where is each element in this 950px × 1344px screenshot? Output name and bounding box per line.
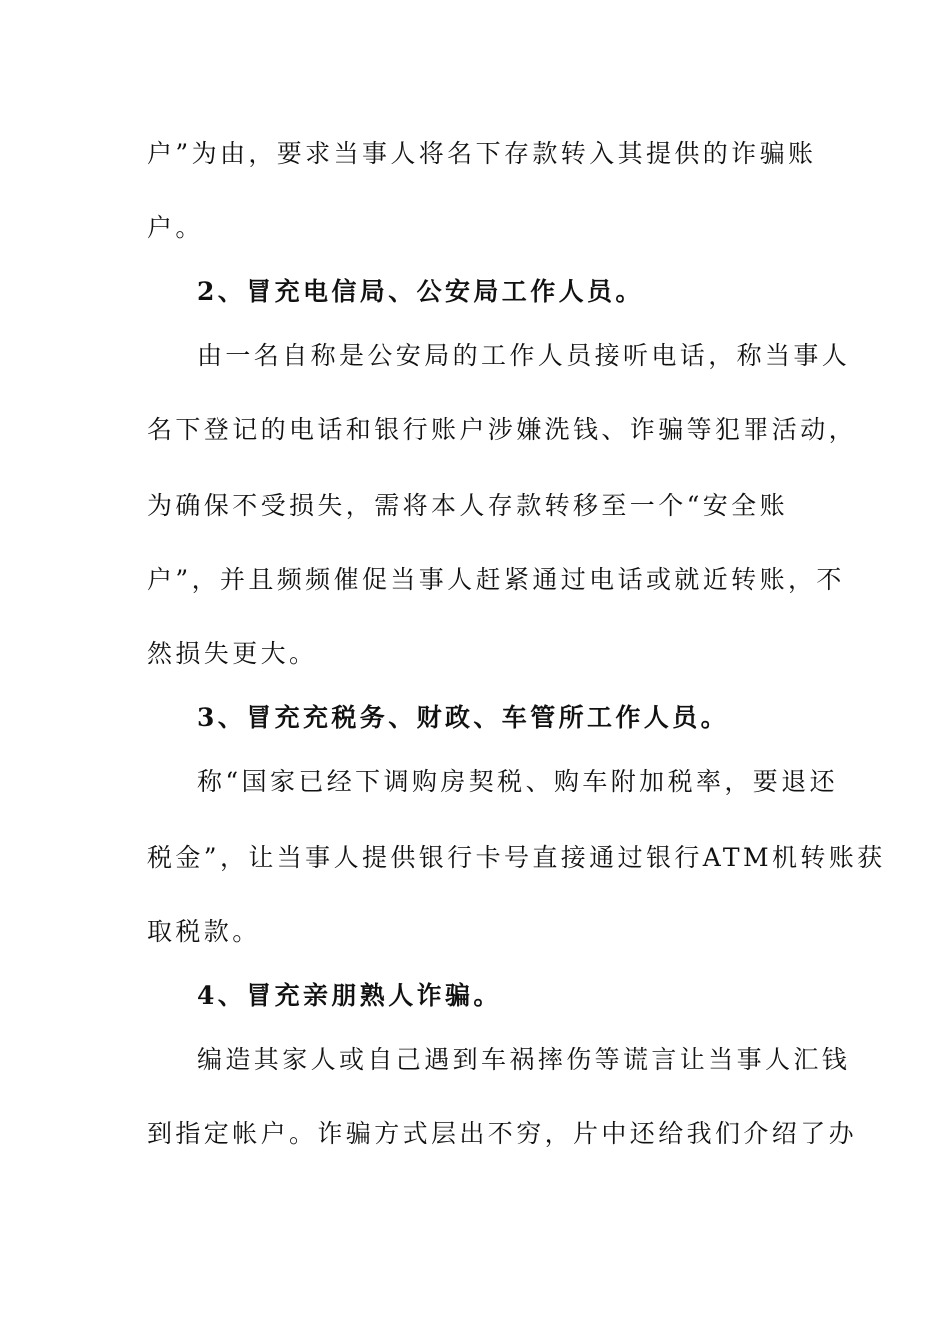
- paragraph-line: 户”，并且频频催促当事人赶紧通过电话或就近转账，不: [147, 565, 845, 594]
- paragraph-line: 到指定帐户。诈骗方式层出不穷，片中还给我们介绍了办: [147, 1119, 858, 1148]
- section-heading: 3、冒充充税务、财政、车管所工作人员。: [197, 703, 729, 732]
- paragraph-line: 户”为由，要求当事人将名下存款转入其提供的诈骗账: [147, 139, 817, 168]
- paragraph-line: 然损失更大。: [147, 639, 318, 668]
- paragraph-line: 取税款。: [147, 917, 261, 946]
- paragraph-line: 税金”，让当事人提供银行卡号直接通过银行ATM机转账获: [147, 843, 886, 872]
- section-heading: 2、冒充电信局、公安局工作人员。: [197, 277, 644, 306]
- paragraph-line: 由一名自称是公安局的工作人员接听电话，称当事人: [197, 341, 851, 370]
- paragraph-line: 为确保不受损失，需将本人存款转移至一个“安全账: [147, 491, 788, 520]
- paragraph-line: 编造其家人或自己遇到车祸摔伤等谎言让当事人汇钱: [197, 1045, 851, 1074]
- paragraph-line: 名下登记的电话和银行账户涉嫌洗钱、诈骗等犯罪活动，: [147, 415, 858, 444]
- paragraph-line: 户。: [147, 213, 204, 242]
- section-heading: 4、冒充亲朋熟人诈骗。: [197, 981, 502, 1010]
- paragraph-line: 称“国家已经下调购房契税、购车附加税率，要退还: [197, 767, 838, 796]
